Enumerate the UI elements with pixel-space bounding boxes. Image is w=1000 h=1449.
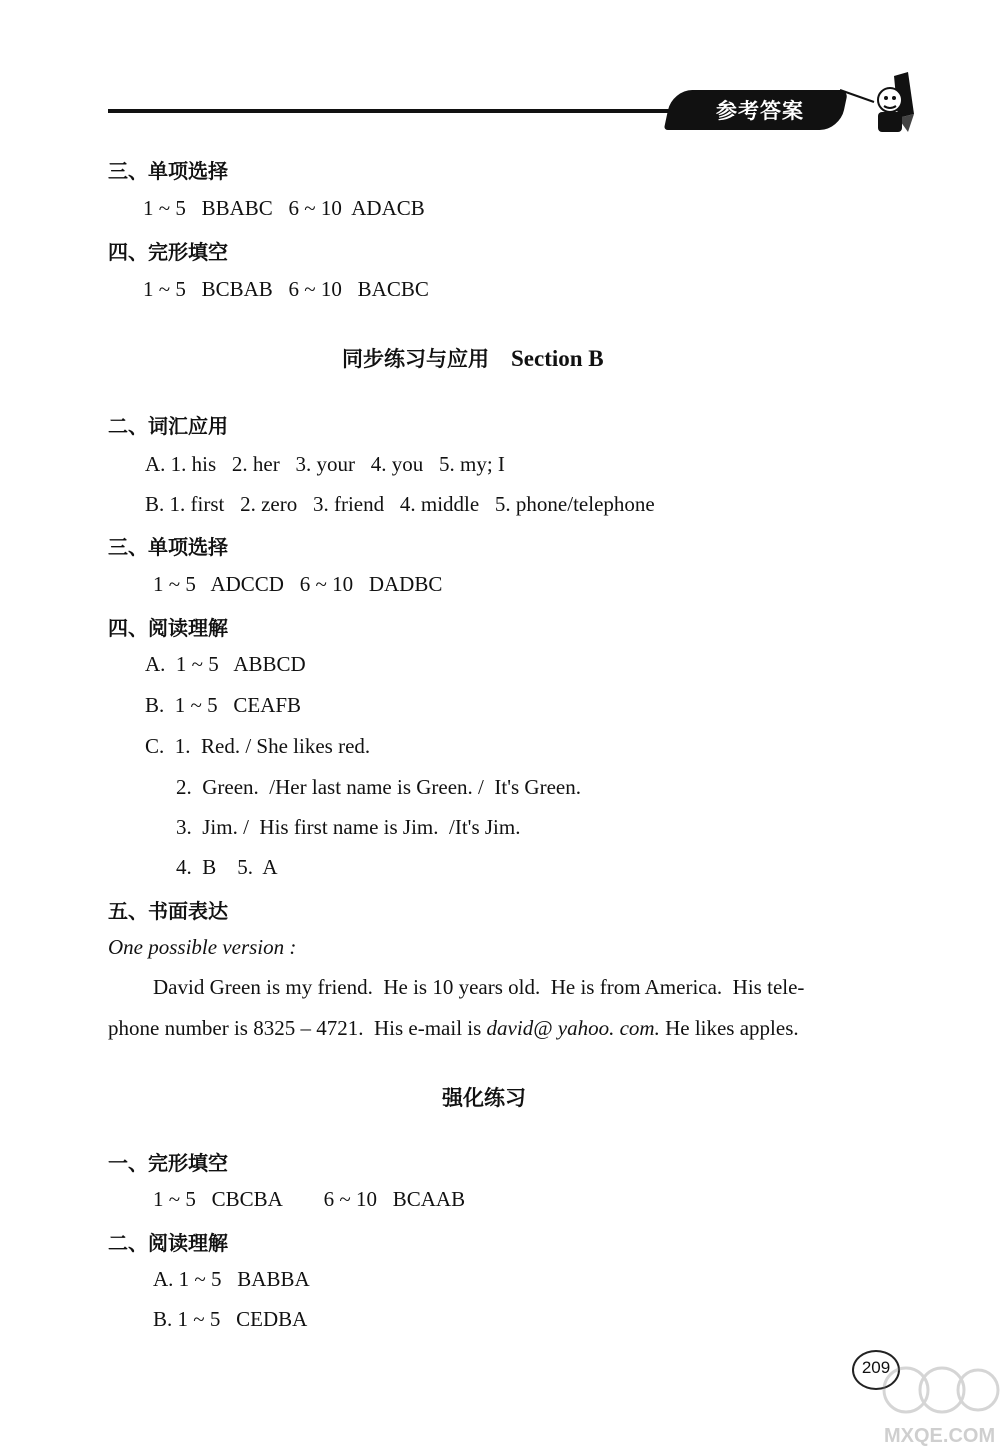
section-b-s3-answers: 1 ~ 5 ADCCD 6 ~ 10 DADBC bbox=[153, 572, 443, 596]
page-number: 209 bbox=[861, 1358, 891, 1377]
watermark-text: MXQE.COM bbox=[884, 1425, 996, 1447]
reinforce-s1-answers: 1 ~ 5 CBCBA 6 ~ 10 BCAAB bbox=[153, 1187, 466, 1211]
section-a-s3-heading: 三、单项选择 bbox=[108, 159, 228, 183]
reinforce-s2-line-b: B. 1 ~ 5 CEDBA bbox=[153, 1307, 308, 1331]
section-b-s2-line-a: A. 1. his 2. her 3. your 4. you 5. my; I bbox=[145, 452, 505, 476]
reinforce-title: 强化练习 bbox=[442, 1086, 526, 1110]
section-b-title bbox=[342, 343, 604, 373]
essay-line-2-post: He likes apples. bbox=[659, 1016, 799, 1040]
watermark-logo bbox=[880, 1360, 1000, 1449]
section-b-title-cn: 同步练习与应用 bbox=[342, 347, 489, 371]
section-b-title-en: Section B bbox=[511, 346, 604, 371]
essay-line-1: David Green is my friend. He is 10 years old. He is from America. His tele- bbox=[153, 975, 805, 999]
section-b-s2-heading: 二、词汇应用 bbox=[108, 414, 228, 438]
essay-line-2 bbox=[108, 1016, 799, 1041]
header-rule bbox=[108, 109, 688, 113]
section-b-s4-heading: 四、阅读理解 bbox=[108, 616, 228, 640]
reinforce-s2-line-a: A. 1 ~ 5 BABBA bbox=[153, 1267, 310, 1291]
section-a-s4-answers: 1 ~ 5 BCBAB 6 ~ 10 BACBC bbox=[143, 277, 429, 301]
section-a-s3-answers: 1 ~ 5 BBABC 6 ~ 10 ADACB bbox=[143, 196, 425, 220]
section-b-s4-line-c2: 2. Green. /Her last name is Green. / It's Green. bbox=[176, 775, 581, 799]
version-label: One possible version : bbox=[108, 935, 297, 959]
section-b-s4-line-a: A. 1 ~ 5 ABBCD bbox=[145, 652, 306, 676]
section-b-s2-line-b: B. 1. first 2. zero 3. friend 4. middle 5. phone/telephone bbox=[145, 492, 655, 516]
essay-email: david@ yahoo. com. bbox=[486, 1016, 660, 1040]
reinforce-s2-heading: 二、阅读理解 bbox=[108, 1231, 228, 1255]
section-a-s4-heading: 四、完形填空 bbox=[108, 240, 228, 264]
pencil-mascot-icon bbox=[838, 70, 928, 140]
section-b-s5-heading: 五、书面表达 bbox=[108, 899, 228, 923]
reinforce-s1-heading: 一、完形填空 bbox=[108, 1151, 228, 1175]
section-b-s4-line-c1: C. 1. Red. / She likes red. bbox=[145, 734, 371, 758]
section-b-s4-line-c3: 3. Jim. / His first name is Jim. /It's Jim. bbox=[176, 815, 521, 839]
header-tab-label: 参考答案 bbox=[716, 99, 804, 123]
section-b-s4-line-b: B. 1 ~ 5 CEAFB bbox=[145, 693, 302, 717]
section-b-s3-heading: 三、单项选择 bbox=[108, 535, 228, 559]
essay-line-2-pre: phone number is 8325 – 4721. His e-mail is bbox=[108, 1016, 487, 1040]
section-b-s4-line-c4: 4. B 5. A bbox=[176, 855, 278, 879]
